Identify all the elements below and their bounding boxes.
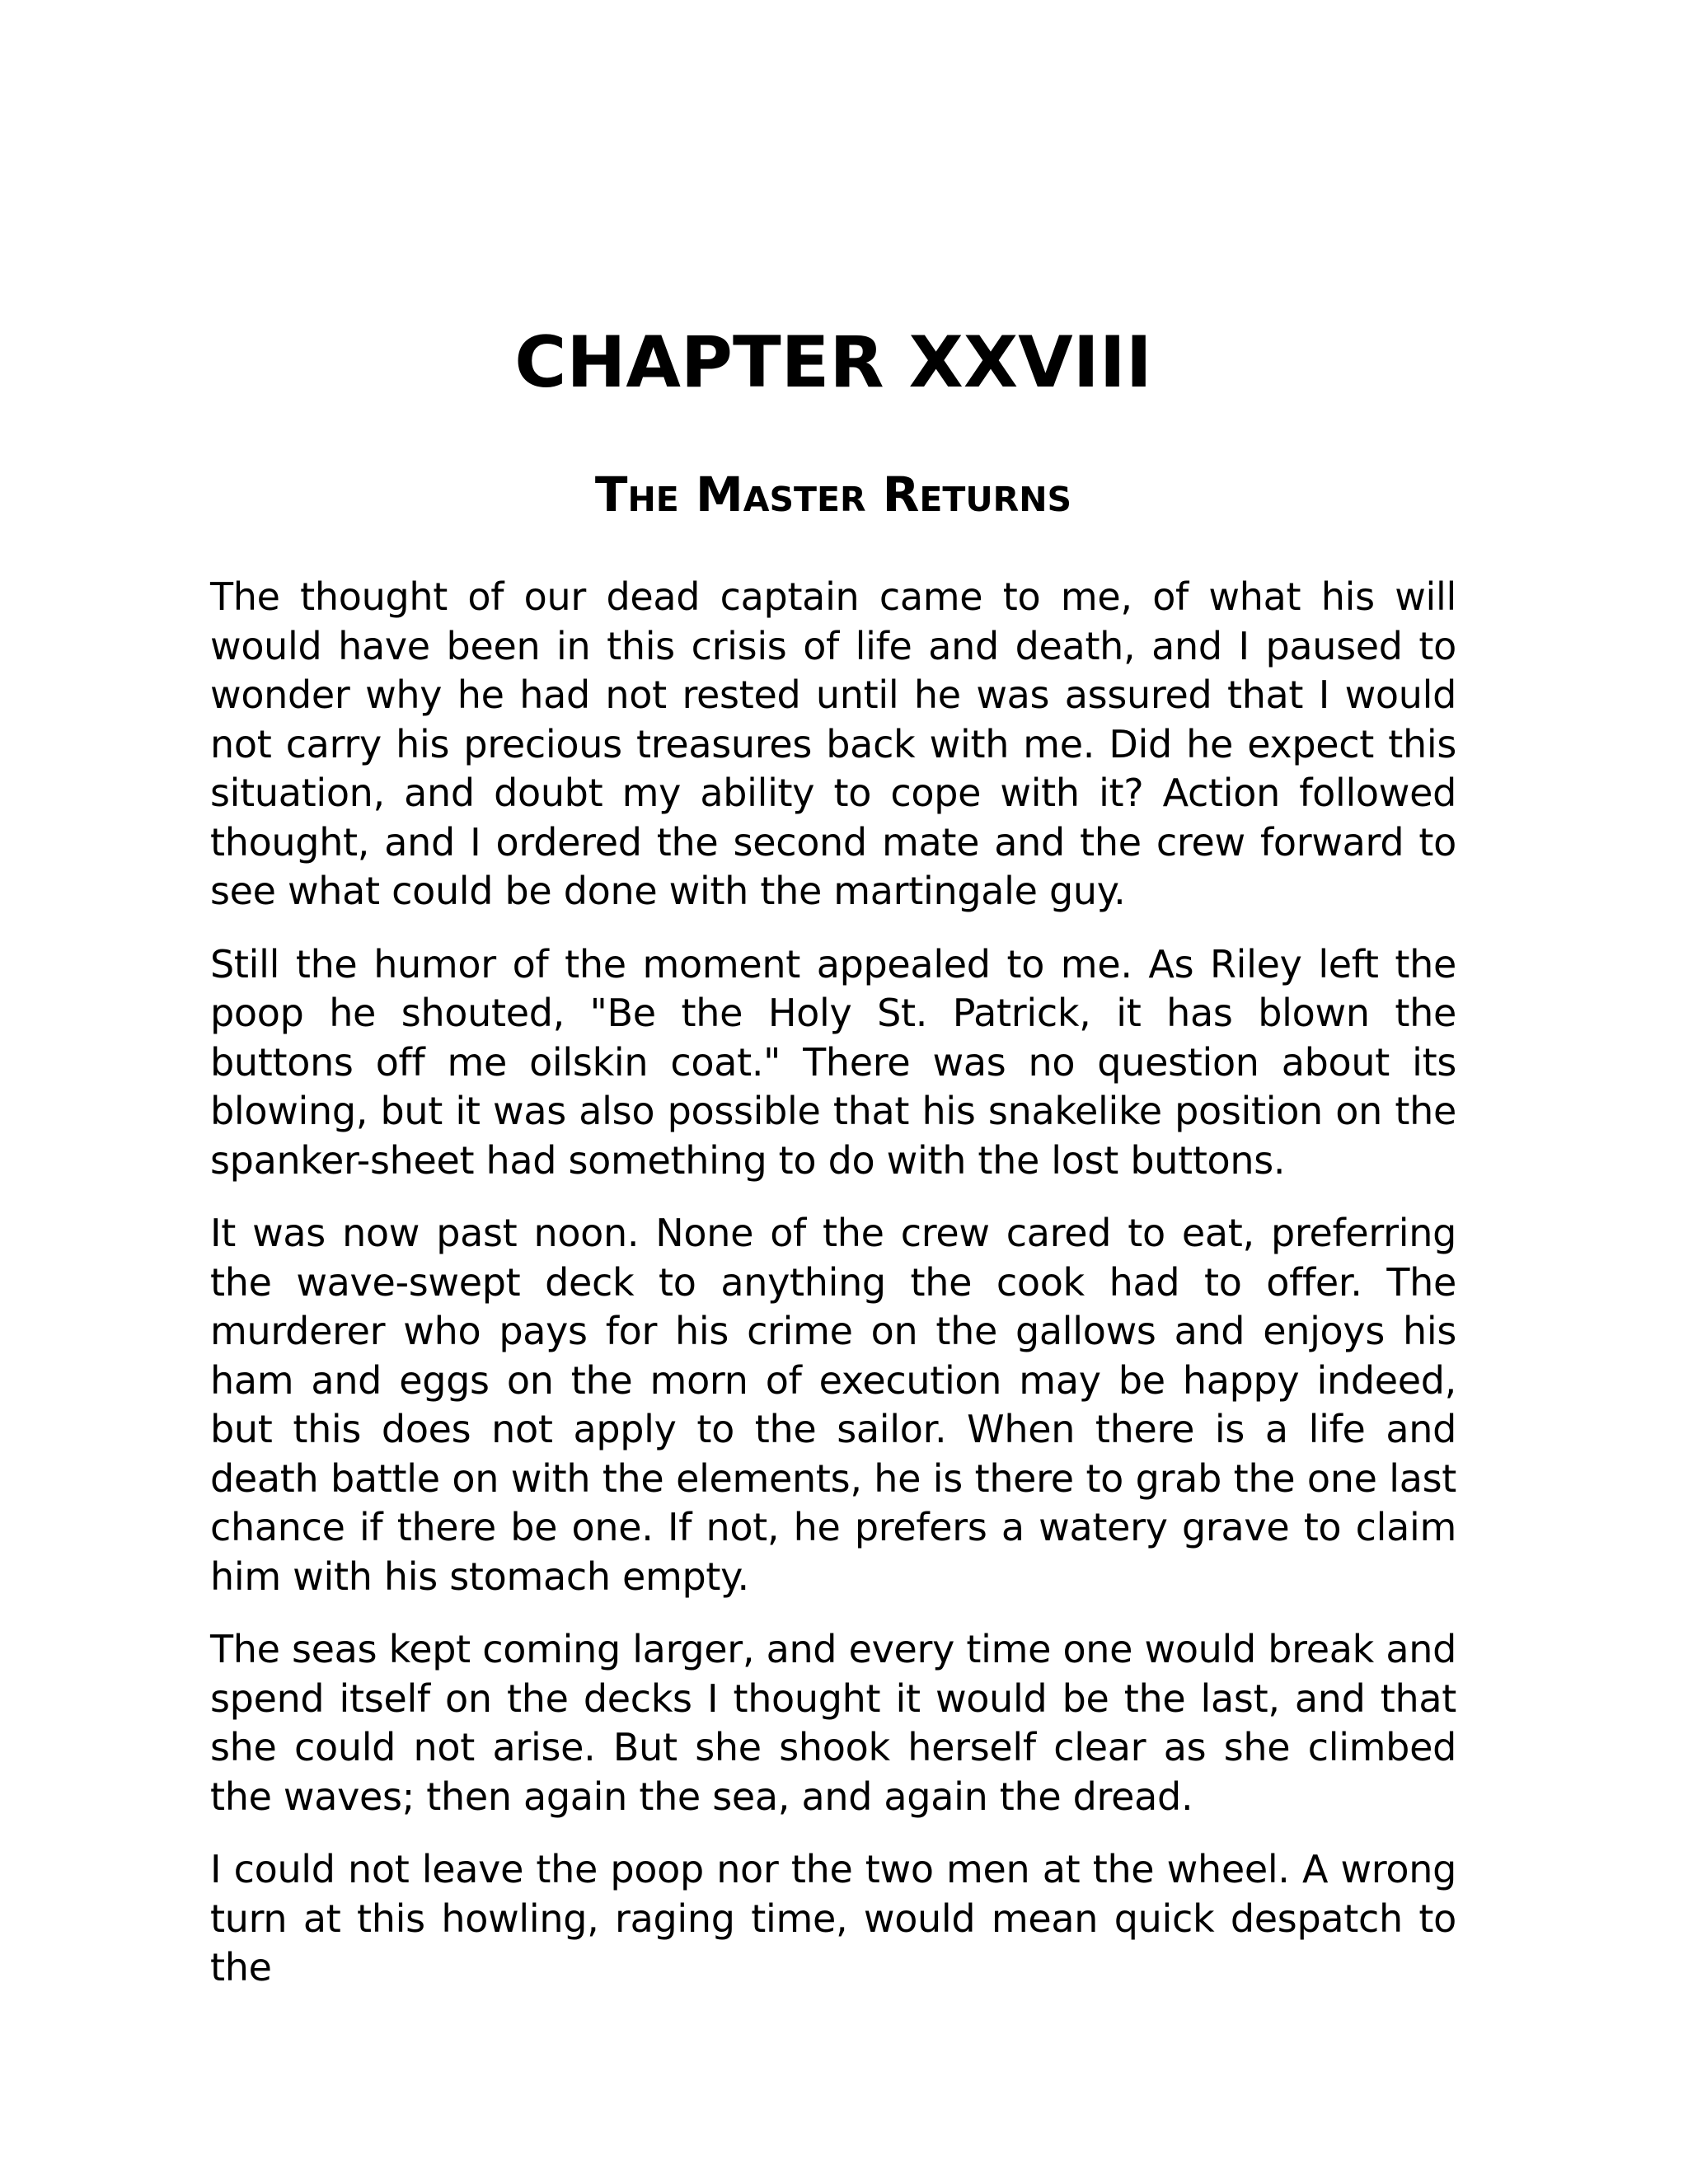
paragraph: The seas kept coming larger, and every time one would break and spend itself on the decks I thought it would be the last, and that she could not arise. But she shook herself clear as she climbed the waves; then again the sea, and again the dread. [210,1627,1456,1819]
chapter-heading: CHAPTER XXVIII [514,321,1152,404]
paragraph: It was now past noon. None of the crew cared to eat, preferring the wave-swept deck to anything the cook had to offer. The murderer who pays for his crime on the gallows and enjoys his ham and eggs on the morn of execution may be happy indeed, but this does not apply to the sailor. When there is a life and death battle on with the elements, he is there to grab the one last chance if there be one. If not, he prefers a watery grave to claim him with his stomach empty. [210,1211,1456,1599]
chapter-body [210,573,1456,2017]
book-page [210,0,1456,2184]
chapter-title: The Master Returns [594,466,1072,523]
paragraph: Still the humor of the moment appealed to me. As Riley left the poop he shouted, "Be the Holy St. Patrick, it has blown the buttons off me oilskin coat." There was no question about its blowing, but it was also possible that his snakelike position on the spanker-sheet had something to do with the lost buttons. [210,941,1456,1183]
paragraph: I could not leave the poop nor the two men at the wheel. A wrong turn at this howling, raging time, would mean quick despatch to the [210,1847,1456,1990]
paragraph: The thought of our dead captain came to me, of what his will would have been in this crisis of life and death, and I paused to wonder why he had not rested until he was assured that I would not carry his precious treasures back with me. Did he expect this situation, and doubt my ability to cope with it? Action followed thought, and I ordered the second mate and the crew forward to see what could be done with the martingale guy. [210,574,1456,913]
